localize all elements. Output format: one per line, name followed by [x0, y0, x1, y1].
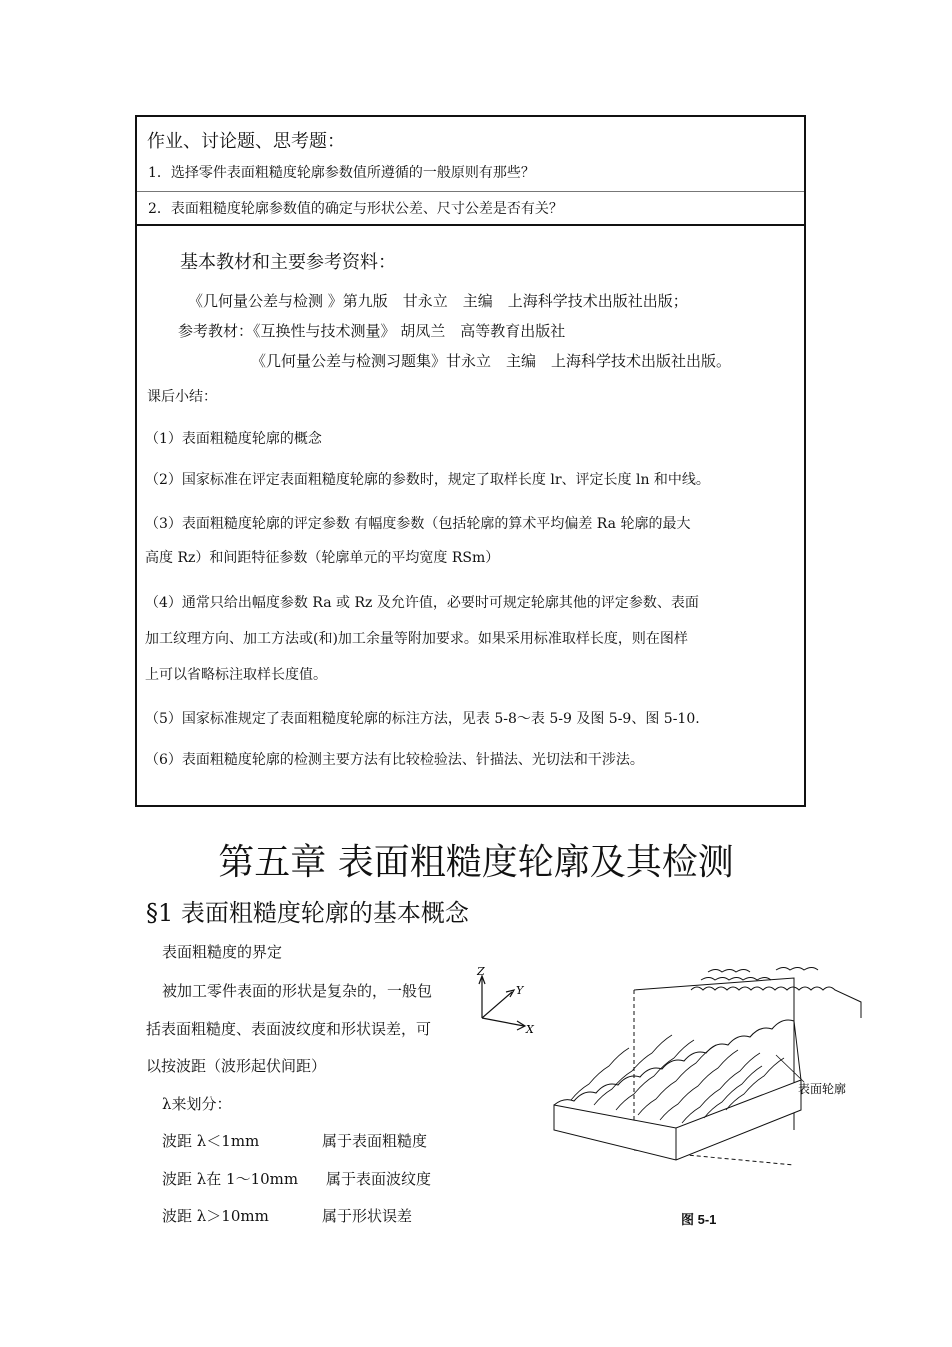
reference-1: 《几何量公差与检测 》第九版 甘永立 主编 上海科学技术出版社出版； [188, 292, 688, 310]
body-line-5: λ来划分： [162, 1095, 232, 1113]
summary-item-4b: 加工纹理方向、加工方法或(和)加工余量等附加要求。如果采用标准取样长度，则在图样 [145, 631, 688, 647]
wavelength-row-3-value: 属于形状误差 [322, 1207, 413, 1225]
summary-item-4c: 上可以省略标注取样长度值。 [145, 667, 327, 683]
surface-profile-label: 表面轮廓 [798, 1082, 847, 1096]
figure-caption: 图 5-1 [681, 1212, 717, 1227]
summary-item-1: （1）表面粗糙度轮廓的概念 [145, 431, 322, 447]
wavelength-row-1-value: 属于表面粗糙度 [322, 1132, 428, 1150]
lower-surface-block [554, 1020, 801, 1160]
wavelength-row-1-label: 波距 λ＜1mm [162, 1132, 260, 1150]
homework-box [135, 115, 806, 226]
summary-heading: 课后小结： [147, 389, 217, 405]
body-line-3: 括表面粗糙度、表面波纹度和形状误差，可 [146, 1020, 432, 1038]
section-title: §1 表面粗糙度轮廓的基本概念 [146, 899, 469, 927]
homework-heading: 作业、讨论题、思考题： [147, 131, 345, 152]
divider [137, 191, 804, 192]
surface-profile-figure [476, 960, 876, 1170]
references-heading: 基本教材和主要参考资料： [180, 252, 396, 273]
body-line-4: 以按波距（波形起伏间距） [146, 1057, 327, 1075]
summary-item-3a: （3）表面粗糙度轮廓的评定参数 有幅度参数（包括轮廓的算术平均偏差 Ra 轮廓的最大 [145, 516, 691, 532]
summary-item-3b: 高度 Rz）和间距特征参数（轮廓单元的平均宽度 RSm） [145, 550, 500, 566]
axis-y-label: Y [516, 984, 524, 997]
reference-2: 参考教材：《互换性与技术测量》 胡凤兰 高等教育出版社 [178, 322, 566, 340]
wavelength-row-2-label: 波距 λ在 1～10mm [162, 1170, 299, 1188]
summary-item-4a: （4）通常只给出幅度参数 Ra 或 Rz 及允许值，必要时可规定轮廓其他的评定参数、表面 [145, 595, 699, 611]
summary-item-6: （6）表面粗糙度轮廓的检测主要方法有比较检验法、针描法、光切法和干涉法。 [145, 752, 644, 768]
homework-question-1: 1．选择零件表面粗糙度轮廓参数值所遵循的一般原则有那些？ [148, 165, 535, 181]
homework-question-2: 2．表面粗糙度轮廓参数值的确定与形状公差、尺寸公差是否有关？ [148, 201, 563, 217]
wavelength-row-3-label: 波距 λ＞10mm [162, 1207, 269, 1225]
body-line-1: 表面粗糙度的界定 [162, 943, 283, 961]
axis-x-label: X [526, 1023, 534, 1036]
upper-surface-block [691, 968, 861, 1019]
references-summary-box [135, 224, 806, 807]
axis-z-label: Z [477, 965, 485, 978]
body-line-2: 被加工零件表面的形状是复杂的，一般包 [162, 982, 433, 1000]
wavelength-row-2-value: 属于表面波纹度 [326, 1170, 432, 1188]
chapter-title: 第五章 表面粗糙度轮廓及其检测 [218, 842, 734, 883]
reference-3: 《几何量公差与检测习题集》甘永立 主编 上海科学技术出版社出版。 [251, 352, 732, 370]
summary-item-5: （5）国家标准规定了表面粗糙度轮廓的标注方法，见表 5-8～表 5-9 及图 5-9、图 5-10. [145, 711, 700, 727]
summary-item-2: （2）国家标准在评定表面粗糙度轮廓的参数时，规定了取样长度 lr、评定长度 ln 和中线。 [145, 472, 710, 488]
